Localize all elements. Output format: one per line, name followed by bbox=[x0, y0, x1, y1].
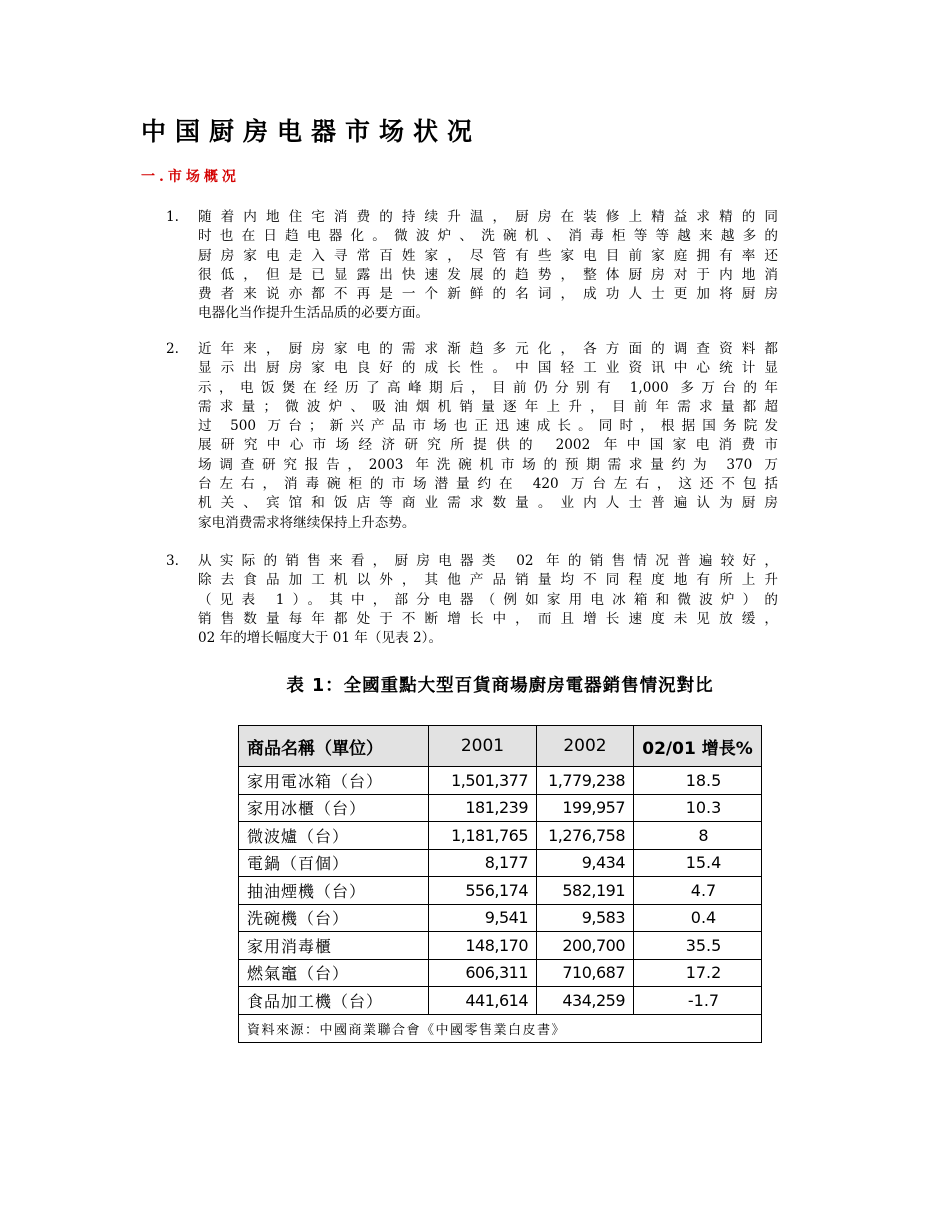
table-row bbox=[239, 877, 762, 905]
value-2002-cell: 582,191 bbox=[537, 877, 634, 905]
value-2002-cell: 710,687 bbox=[537, 959, 634, 987]
table-row bbox=[239, 959, 762, 987]
value-2001-cell: 441,614 bbox=[429, 987, 537, 1015]
growth-cell: -1.7 bbox=[634, 987, 762, 1015]
paragraph-line: 从实际的销售来看，厨房电器类 02 年的销售情况普遍较好， bbox=[198, 553, 778, 569]
column-header-2001: 2001 bbox=[429, 726, 537, 767]
sales-table bbox=[238, 725, 762, 1043]
paragraph-number: 3. bbox=[166, 553, 179, 569]
paragraph-line: （见表 1）。其中，部分电器（例如家用电冰箱和微波炉）的 bbox=[198, 591, 778, 608]
growth-cell: 4.7 bbox=[634, 877, 762, 905]
growth-cell: 15.4 bbox=[634, 849, 762, 877]
paragraph-1 bbox=[166, 208, 816, 324]
product-name-cell: 家用冰櫃（台） bbox=[239, 794, 429, 822]
paragraph-line: 过 500 万台；新兴产品市场也正迅速成长。同时，根据国务院发 bbox=[198, 418, 778, 435]
value-2001-cell: 1,501,377 bbox=[429, 767, 537, 795]
product-name-cell: 抽油煙機（台） bbox=[239, 877, 429, 905]
value-2002-cell: 199,957 bbox=[537, 794, 634, 822]
table-source-note: 資料來源：中國商業聯合會《中國零售業白皮書》 bbox=[239, 1014, 762, 1042]
table-row bbox=[239, 987, 762, 1015]
value-2002-cell: 9,583 bbox=[537, 904, 634, 932]
value-2001-cell: 1,181,765 bbox=[429, 822, 537, 850]
paragraph-line: 需求量；微波炉、吸油烟机销量逐年上升，目前年需求量都超 bbox=[198, 398, 778, 415]
value-2001-cell: 556,174 bbox=[429, 877, 537, 905]
paragraph-number: 2. bbox=[166, 341, 179, 357]
table-body bbox=[239, 767, 762, 1015]
paragraph-line: 家电消费需求将继续保持上升态势。 bbox=[198, 514, 416, 531]
value-2002-cell: 1,779,238 bbox=[537, 767, 634, 795]
paragraph-line: 场调查研究报告，2003 年洗碗机市场的预期需求量约为 370 万 bbox=[198, 456, 778, 473]
growth-cell: 17.2 bbox=[634, 959, 762, 987]
table-row bbox=[239, 904, 762, 932]
growth-cell: 0.4 bbox=[634, 904, 762, 932]
product-name-cell: 燃氣竈（台） bbox=[239, 959, 429, 987]
paragraph-line: 电器化当作提升生活品质的必要方面。 bbox=[198, 305, 430, 322]
growth-cell: 35.5 bbox=[634, 932, 762, 960]
product-name-cell: 洗碗機（台） bbox=[239, 904, 429, 932]
paragraph-line: 很低，但是已显露出快速发展的趋势，整体厨房对于内地消 bbox=[198, 266, 778, 283]
value-2002-cell: 434,259 bbox=[537, 987, 634, 1015]
product-name-cell: 電鍋（百個） bbox=[239, 849, 429, 877]
paragraph-line: 展研究中心市场经济研究所提供的 2002 年中国家电消费市 bbox=[198, 437, 778, 454]
column-header-growth: 02/01 增長% bbox=[634, 726, 762, 767]
paragraph-line: 显示出厨房家电良好的成长性。中国轻工业资讯中心统计显 bbox=[198, 360, 778, 377]
value-2001-cell: 148,170 bbox=[429, 932, 537, 960]
paragraph-line: 销售数量每年都处于不断增长中，而且增长速度未见放缓， bbox=[198, 610, 778, 627]
table-row bbox=[239, 932, 762, 960]
page-title: 中国厨房电器市场状况 bbox=[141, 117, 482, 146]
paragraph-line: 随着内地住宅消费的持续升温，厨房在装修上精益求精的同 bbox=[198, 209, 778, 225]
table-row bbox=[239, 767, 762, 795]
table-row bbox=[239, 794, 762, 822]
product-name-cell: 食品加工機（台） bbox=[239, 987, 429, 1015]
table-header-row bbox=[239, 726, 762, 767]
column-header-product: 商品名稱（單位） bbox=[239, 726, 429, 767]
paragraph-line: 厨房家电走入寻常百姓家，尽管有些家电目前家庭拥有率还 bbox=[198, 247, 778, 264]
product-name-cell: 微波爐（台） bbox=[239, 822, 429, 850]
value-2001-cell: 8,177 bbox=[429, 849, 537, 877]
value-2002-cell: 200,700 bbox=[537, 932, 634, 960]
value-2001-cell: 9,541 bbox=[429, 904, 537, 932]
table-source-row bbox=[239, 1014, 762, 1042]
column-header-2002: 2002 bbox=[537, 726, 634, 767]
table-row bbox=[239, 849, 762, 877]
value-2001-cell: 606,311 bbox=[429, 959, 537, 987]
value-2002-cell: 9,434 bbox=[537, 849, 634, 877]
paragraph-line: 机关、宾馆和饭店等商业需求数量。业内人士普遍认为厨房 bbox=[198, 495, 778, 512]
paragraph-line: 时也在日趋电器化。微波炉、洗碗机、消毒柜等等越来越多的 bbox=[198, 228, 778, 245]
growth-cell: 10.3 bbox=[634, 794, 762, 822]
section-heading: 一.市场概况 bbox=[141, 169, 240, 185]
table-caption: 表 1：全國重點大型百貨商場廚房電器銷售情況對比 bbox=[286, 676, 714, 696]
paragraph-line: 台左右，消毒碗柜的市场潜量约在 420 万台左右，这还不包括 bbox=[198, 476, 778, 493]
value-2001-cell: 181,239 bbox=[429, 794, 537, 822]
table-row bbox=[239, 822, 762, 850]
value-2002-cell: 1,276,758 bbox=[537, 822, 634, 850]
growth-cell: 8 bbox=[634, 822, 762, 850]
paragraph-number: 1. bbox=[166, 209, 179, 225]
paragraph-3 bbox=[166, 552, 816, 648]
paragraph-line: 02 年的增长幅度大于 01 年（见表 2）。 bbox=[198, 630, 443, 647]
paragraph-line: 除去食品加工机以外，其他产品销量均不同程度地有所上升 bbox=[198, 572, 778, 589]
product-name-cell: 家用電冰箱（台） bbox=[239, 767, 429, 795]
product-name-cell: 家用消毒櫃 bbox=[239, 932, 429, 960]
paragraph-line: 费者来说亦都不再是一个新鲜的名词，成功人士更加将厨房 bbox=[198, 286, 778, 303]
paragraph-2 bbox=[166, 340, 816, 533]
growth-cell: 18.5 bbox=[634, 767, 762, 795]
paragraph-line: 示，电饭煲在经历了高峰期后，目前仍分别有 1,000 多万台的年 bbox=[198, 379, 778, 396]
paragraph-line: 近年来，厨房家电的需求渐趋多元化，各方面的调查资料都 bbox=[198, 341, 778, 357]
